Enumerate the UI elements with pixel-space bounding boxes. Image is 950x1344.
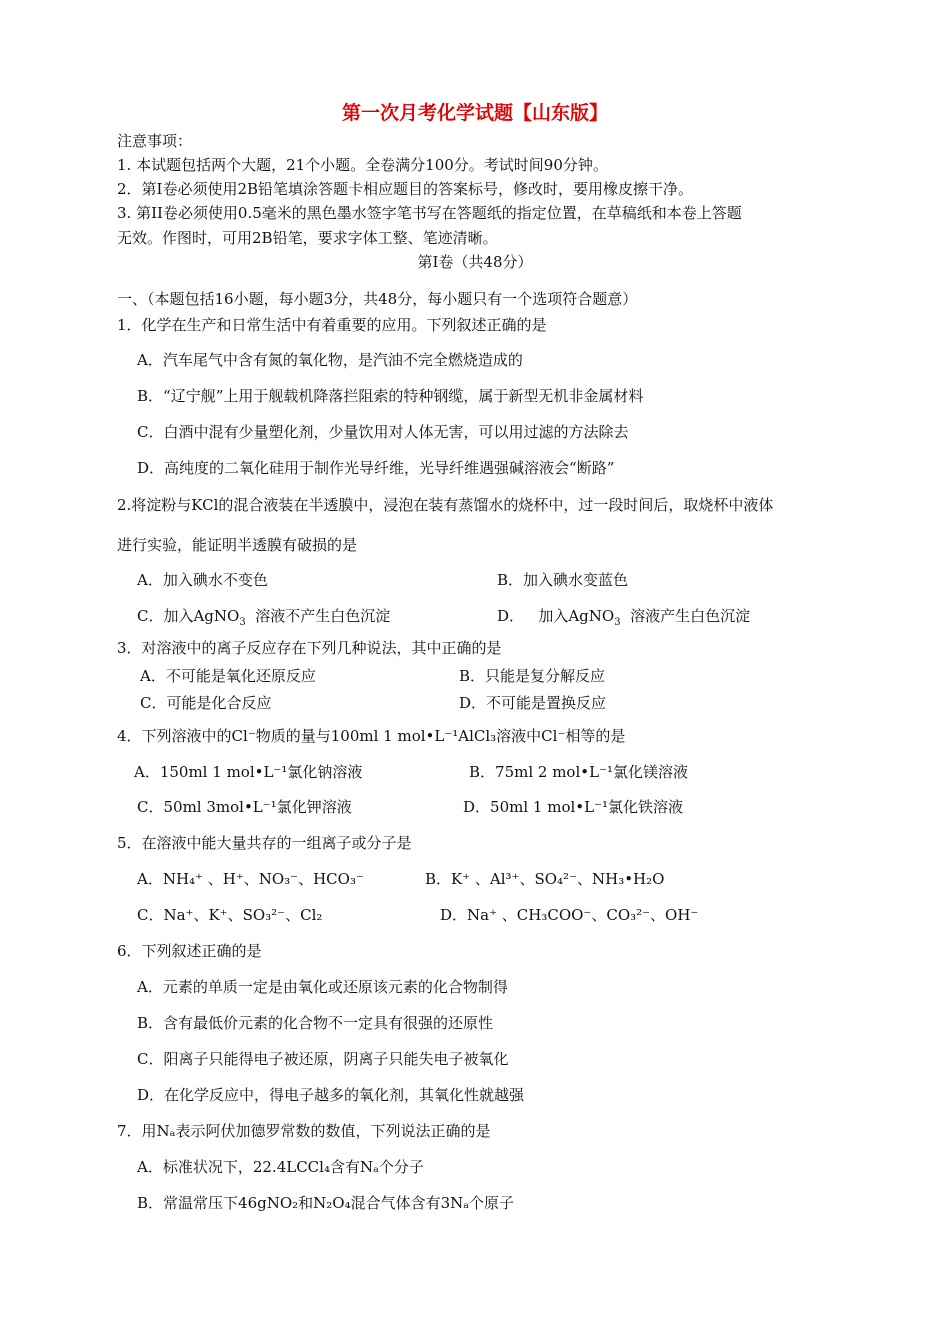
q6-stem: 6．下列叙述正确的是 (117, 942, 262, 960)
notice-item-2: 2．第Ⅰ卷必须使用2B铅笔填涂答题卡相应题目的答案标号，修改时，要用橡皮擦干净。 (117, 180, 694, 198)
q6-option-b: B．含有最低价元素的化合物不一定具有很强的还原性 (137, 1014, 494, 1032)
q2-option-d-text: D． 加入AgNO (497, 607, 615, 625)
q3-option-c: C．可能是化合反应 (140, 694, 272, 712)
q1-option-c: C．白酒中混有少量塑化剂，少量饮用对人体无害，可以用过滤的方法除去 (137, 423, 629, 441)
notice-heading: 注意事项： (117, 132, 193, 150)
q1-option-a: A．汽车尾气中含有氮的氧化物，是汽油不完全燃烧造成的 (137, 351, 523, 369)
q4-option-b: B．75ml 2 mol•L⁻¹氯化镁溶液 (469, 763, 689, 781)
q5-option-d: D．Na⁺ 、CH₃COO⁻、CO₃²⁻、OH⁻ (440, 906, 699, 924)
q4-option-d: D．50ml 1 mol•L⁻¹氯化铁溶液 (463, 798, 684, 816)
q3-option-a: A．不可能是氧化还原反应 (140, 667, 316, 685)
q2-option-d (497, 606, 750, 626)
q7-option-b: B．常温常压下46gNO₂和N₂O₄混合气体含有3Nₐ个原子 (137, 1194, 515, 1212)
q7-stem: 7．用Nₐ表示阿伏加德罗常数的数值，下列说法正确的是 (117, 1122, 491, 1140)
q7-option-a: A．标准状况下，22.4LCCl₄含有Nₐ个分子 (137, 1158, 424, 1176)
page-title: 第一次月考化学试题【山东版】 (341, 102, 608, 124)
q1-stem: 1．化学在生产和日常生活中有着重要的应用。下列叙述正确的是 (117, 316, 547, 334)
notice-item-3-cont: 无效。作图时，可用2B铅笔，要求字体工整、笔迹清晰。 (117, 229, 498, 247)
q2-option-c (137, 606, 390, 626)
q2-stem-cont: 进行实验，能证明半透膜有破损的是 (117, 536, 358, 554)
q6-option-d: D．在化学反应中，得电子越多的氧化剂，其氧化性就越强 (137, 1086, 525, 1104)
q1-option-d: D．高纯度的二氧化硅用于制作光导纤维，光导纤维遇强碱溶液会“断路” (137, 459, 615, 477)
q3-option-d: D．不可能是置换反应 (459, 694, 607, 712)
notice-item-3: 3. 第II卷必须使用0.5毫米的黑色墨水签字笔书写在答题纸的指定位置，在草稿纸和本卷上答题 (117, 204, 742, 222)
q5-option-a: A．NH₄⁺ 、H⁺、NO₃⁻、HCO₃⁻ (137, 870, 364, 888)
q1-option-b: B．“辽宁舰”上用于舰载机降落拦阻索的特种钢缆，属于新型无机非金属材料 (137, 387, 644, 405)
q2-option-a: A．加入碘水不变色 (137, 571, 268, 589)
q6-option-a: A．元素的单质一定是由氧化或还原该元素的化合物制得 (137, 978, 508, 996)
q5-option-b: B．K⁺ 、Al³⁺、SO₄²⁻、NH₃•H₂O (425, 870, 665, 888)
q2-option-c-text-2: 溶液不产生白色沉淀 (245, 607, 391, 625)
q2-option-d-text-2: 溶液产生白色沉淀 (620, 607, 751, 625)
q2-stem: 2.将淀粉与KCl的混合液装在半透膜中，浸泡在装有蒸馏水的烧杯中，过一段时间后，取烧杯中液体 (117, 496, 774, 514)
q3-option-b: B．只能是复分解反应 (459, 667, 606, 685)
section-title: 第Ⅰ卷（共48分） (417, 253, 533, 271)
q3-stem: 3．对溶液中的离子反应存在下列几种说法，其中正确的是 (117, 639, 502, 657)
q6-option-c: C．阳离子只能得电子被还原，阴离子只能失电子被氧化 (137, 1050, 509, 1068)
q2-option-c-text: C．加入AgNO (137, 607, 240, 625)
part-intro: 一、（本题包括16小题，每小题3分，共48分，每小题只有一个选项符合题意） (117, 290, 638, 308)
q5-stem: 5．在溶液中能大量共存的一组离子或分子是 (117, 834, 412, 852)
q2-option-b: B．加入碘水变蓝色 (497, 571, 629, 589)
q4-option-a: A．150ml 1 mol•L⁻¹氯化钠溶液 (134, 763, 363, 781)
q5-option-c: C．Na⁺、K⁺、SO₃²⁻、Cl₂ (137, 906, 323, 924)
q4-option-c: C．50ml 3mol•L⁻¹氯化钾溶液 (137, 798, 352, 816)
q2-option-d-sub: 3 (614, 617, 621, 628)
q2-option-c-sub: 3 (239, 617, 246, 628)
q4-stem: 4．下列溶液中的Cl⁻物质的量与100ml 1 mol•L⁻¹AlCl₃溶液中Cl⁻相等的是 (117, 727, 626, 745)
notice-item-1: 1. 本试题包括两个大题，21个小题。全卷满分100分。考试时间90分钟。 (117, 156, 608, 174)
